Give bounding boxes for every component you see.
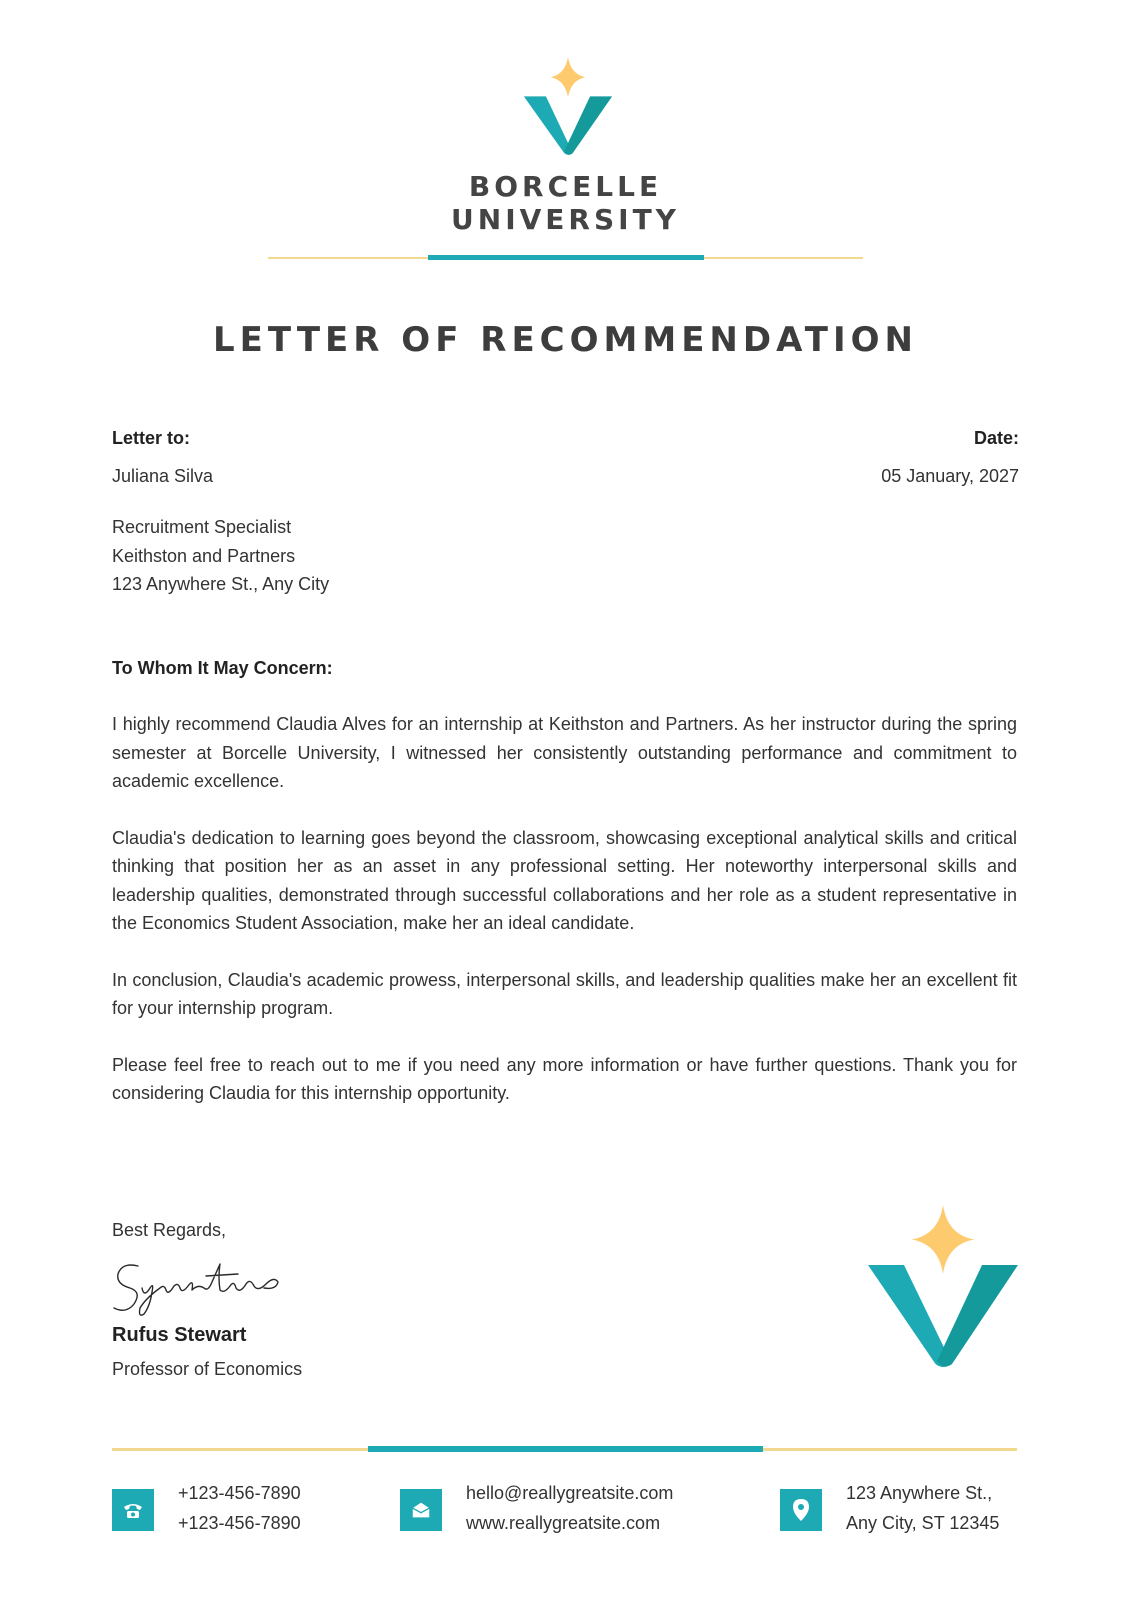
body-paragraph-3: In conclusion, Claudia's academic prowess, interpersonal skills, and leadership qualities make her an excellent fit for your internship program. bbox=[112, 969, 1017, 1018]
footer-address bbox=[846, 1478, 999, 1538]
closing-regards: Best Regards, bbox=[112, 1220, 227, 1240]
university-logo-icon bbox=[520, 55, 616, 157]
body-paragraph-1: I highly recommend Claudia Alves for an internship at Keithston and Partners. As her instructor during the spring semester at Borcelle University, I witnessed her consistently outstanding performance and commitment to academic excellence. bbox=[112, 714, 1017, 791]
recipient-position: Recruitment Specialist bbox=[112, 517, 292, 537]
recipient-name: Juliana Silva bbox=[112, 466, 214, 486]
letter-body bbox=[112, 710, 1017, 1136]
footer-address-line1: 123 Anywhere St., bbox=[846, 1483, 993, 1503]
salutation: To Whom It May Concern: bbox=[112, 658, 333, 678]
footer-phone-1[interactable]: +123-456-7890 bbox=[178, 1483, 301, 1503]
recipient-details bbox=[112, 513, 329, 599]
footer-website[interactable]: www.reallygreatsite.com bbox=[466, 1513, 661, 1533]
signer-title: Professor of Economics bbox=[112, 1359, 303, 1379]
footer-divider-accent bbox=[368, 1446, 763, 1452]
body-paragraph-4: Please feel free to reach out to me if you need any more information or have further questions. Thank you for considering Claudia for this internship opportunity. bbox=[112, 1054, 1017, 1103]
map-pin-icon bbox=[780, 1489, 822, 1531]
footer-address-line2: Any City, ST 12345 bbox=[846, 1513, 1000, 1533]
date-value: 05 January, 2027 bbox=[881, 466, 1019, 486]
footer-phones bbox=[178, 1478, 301, 1538]
footer-contacts bbox=[466, 1478, 673, 1538]
signer-name: Rufus Stewart bbox=[112, 1324, 247, 1346]
university-logo-large-icon bbox=[868, 1205, 1018, 1370]
university-name-line1: BORCELLE bbox=[468, 170, 663, 203]
footer-email[interactable]: hello@reallygreatsite.com bbox=[466, 1483, 674, 1503]
document-title: LETTER OF RECOMMENDATION bbox=[213, 320, 918, 360]
phone-icon bbox=[112, 1489, 154, 1531]
recipient-address: 123 Anywhere St., Any City bbox=[112, 574, 330, 594]
university-name-line2: UNIVERSITY bbox=[451, 203, 680, 236]
header-divider-accent bbox=[428, 255, 704, 260]
date-label: Date: bbox=[973, 428, 1019, 448]
footer-phone-2[interactable]: +123-456-7890 bbox=[178, 1513, 301, 1533]
signature-image bbox=[108, 1258, 288, 1318]
envelope-icon bbox=[400, 1489, 442, 1531]
recipient-company: Keithston and Partners bbox=[112, 545, 296, 566]
letter-to-label: Letter to: bbox=[112, 428, 190, 448]
body-paragraph-2: Claudia's dedication to learning goes beyond the classroom, showcasing exceptional analytical skills and critical thinking that position her as an asset in any professional setting. Her noteworthy interpersonal skills and leadership qualities, demonstrated through successful collaborations and her role as a student representative in the Economics Student Association, make her an ideal candidate. bbox=[112, 827, 1017, 933]
